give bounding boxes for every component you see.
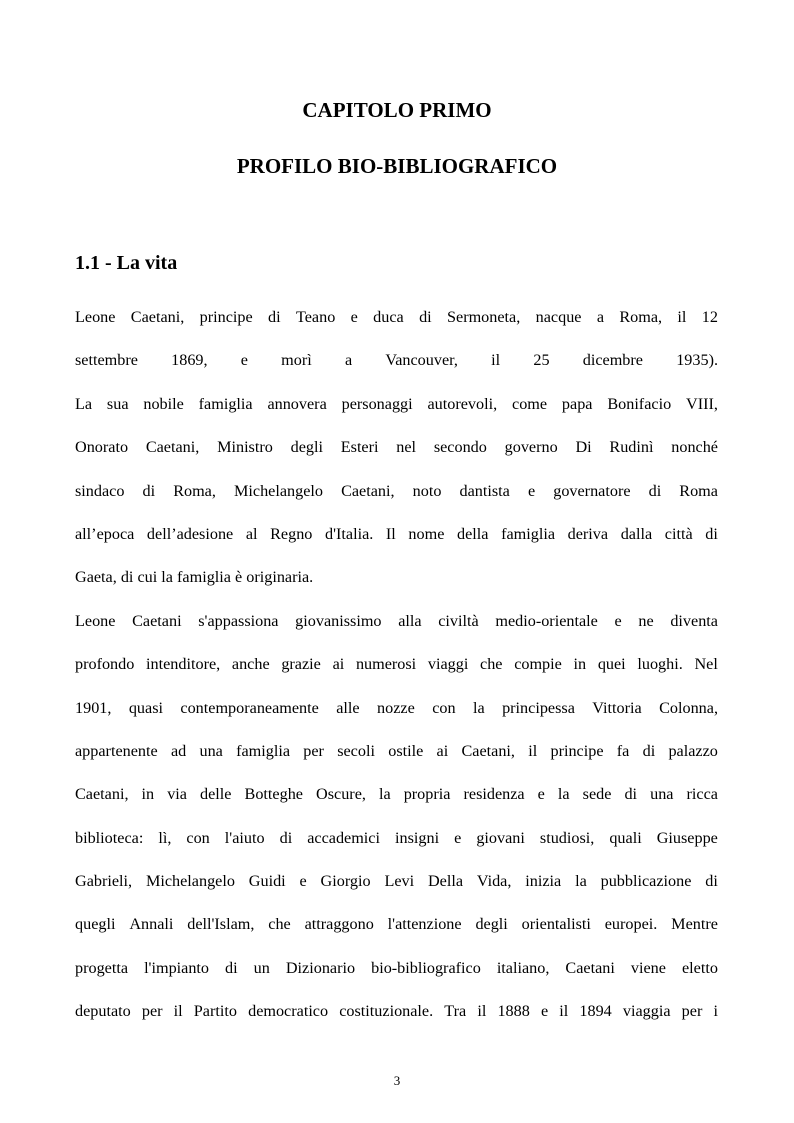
body-line: quegli Annali dell'Islam, che attraggono l'attenzione degli orientalisti europei. Mentre: [75, 915, 718, 934]
body-line: Leone Caetani, principe di Teano e duca di Sermoneta, nacque a Roma, il 12: [75, 308, 718, 326]
chapter-subtitle: PROFILO BIO-BIBLIOGRAFICO: [236, 154, 558, 178]
body-line: La sua nobile famiglia annovera personaggi autorevoli, come papa Bonifacio VIII,: [75, 394, 718, 413]
body-line: Onorato Caetani, Ministro degli Esteri nel secondo governo Di Rudinì nonché: [75, 438, 718, 457]
body-line: settembre 1869, e morì a Vancouver, il 25 dicembre 1935).: [75, 351, 718, 370]
body-line: deputato per il Partito democratico costituzionale. Tra il 1888 e il 1894 viaggia per i: [75, 1002, 718, 1021]
chapter-title: CAPITOLO PRIMO: [302, 98, 492, 122]
body-line: appartenente ad una famiglia per secoli ostile ai Caetani, il principe fa di palazzo: [75, 741, 718, 760]
body-line: progetta l'impianto di un Dizionario bio-bibliografico italiano, Caetani viene eletto: [75, 958, 718, 977]
body-line: sindaco di Roma, Michelangelo Caetani, noto dantista e governatore di Roma: [75, 481, 718, 500]
body-line: Gabrieli, Michelangelo Guidi e Giorgio Levi Della Vida, inizia la pubblicazione di: [75, 872, 718, 891]
body-line: Leone Caetani s'appassiona giovanissimo alla civiltà medio-orientale e ne diventa: [75, 611, 718, 630]
body-text: [75, 296, 718, 1034]
body-line: all’epoca dell’adesione al Regno d'Italia. Il nome della famiglia deriva dalla città di: [75, 524, 718, 543]
body-line: profondo intenditore, anche grazie ai numerosi viaggi che compie in quei luoghi. Nel: [75, 655, 718, 674]
body-line: Gaeta, di cui la famiglia è originaria.: [75, 568, 314, 587]
body-line: Caetani, in via delle Botteghe Oscure, la propria residenza e la sede di una ricca: [75, 785, 718, 804]
section-heading: 1.1 - La vita: [75, 252, 178, 274]
page-number: 3: [393, 1073, 401, 1088]
body-line: biblioteca: lì, con l'aiuto di accademici insigni e giovani studiosi, quali Giuseppe: [75, 828, 718, 847]
body-line: 1901, quasi contemporaneamente alle nozze con la principessa Vittoria Colonna,: [75, 698, 718, 717]
